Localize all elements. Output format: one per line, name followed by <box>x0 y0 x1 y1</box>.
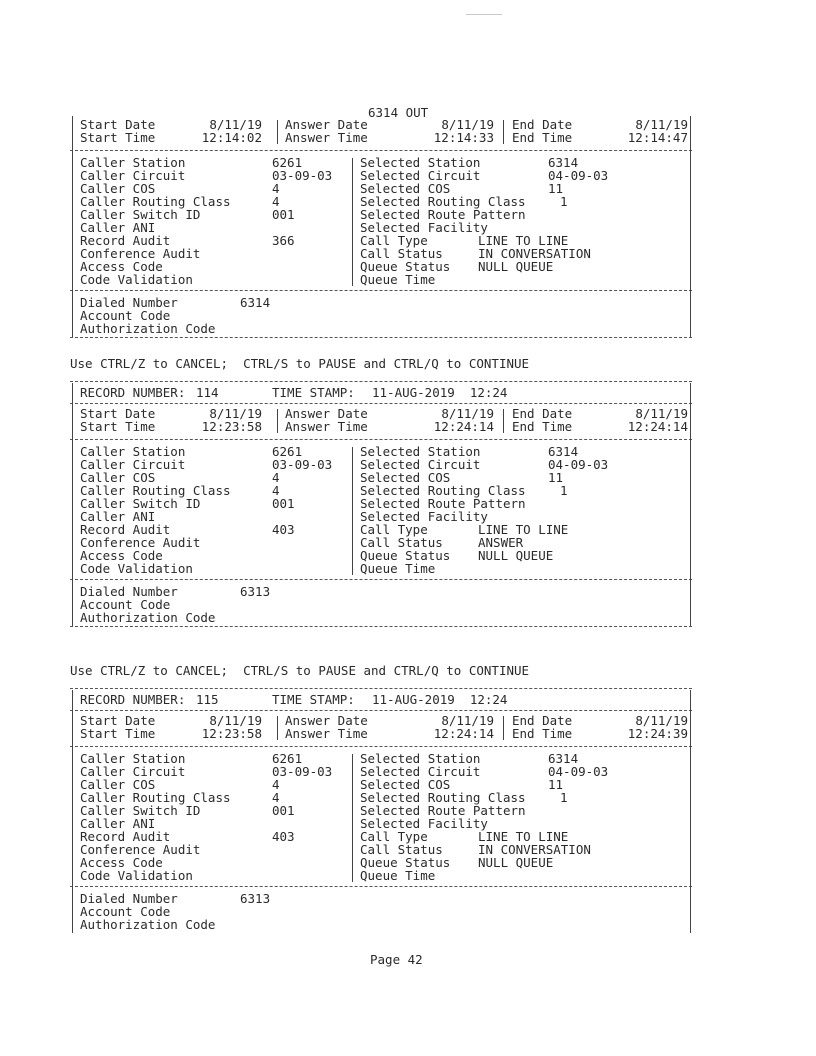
conference-audit-label: Conference Audit <box>80 535 201 550</box>
selected-circuit-label: Selected Circuit <box>360 764 481 779</box>
divider <box>70 381 692 382</box>
answer-time-label: Answer Time <box>285 419 368 434</box>
divider <box>70 150 692 151</box>
dialed-number-value: 6313 <box>240 891 271 906</box>
end-time-value: 12:24:14 <box>627 419 688 434</box>
selected-station-label: Selected Station <box>360 444 481 459</box>
queue-time-label: Queue Time <box>360 561 436 576</box>
right-border <box>690 383 691 626</box>
queue-time-label: Queue Time <box>360 272 436 287</box>
code-validation-label: Code Validation <box>80 561 193 576</box>
caller-cos-value: 4 <box>272 470 280 485</box>
code-validation-label: Code Validation <box>80 272 193 287</box>
end-time-label: End Time <box>512 726 573 741</box>
answer-time-label: Answer Time <box>285 130 368 145</box>
selected-routing-class-label: Selected Routing Class <box>360 483 526 498</box>
column-separator <box>352 158 353 286</box>
divider <box>70 886 692 887</box>
selected-route-pattern-label: Selected Route Pattern <box>360 496 526 511</box>
access-code-label: Access Code <box>80 855 163 870</box>
divider <box>70 746 692 747</box>
queue-status-value: NULL QUEUE <box>478 548 554 563</box>
call-status-value: ANSWER <box>478 535 524 550</box>
record-direction-title: 6314 OUT <box>368 105 429 120</box>
caller-station-value: 6261 <box>272 155 303 170</box>
start-date-label: Start Date <box>80 117 156 132</box>
end-time-value: 12:24:39 <box>627 726 688 741</box>
answer-date-label: Answer Date <box>285 117 368 132</box>
caller-circuit-label: Caller Circuit <box>80 457 186 472</box>
account-code-label: Account Code <box>80 308 171 323</box>
record-audit-label: Record Audit <box>80 829 171 844</box>
column-separator <box>277 409 278 433</box>
access-code-label: Access Code <box>80 259 163 274</box>
account-code-label: Account Code <box>80 597 171 612</box>
end-date-value: 8/11/19 <box>635 713 688 728</box>
selected-circuit-label: Selected Circuit <box>360 168 481 183</box>
column-separator <box>277 120 278 144</box>
caller-ani-label: Caller ANI <box>80 509 156 524</box>
caller-routing-class-label: Caller Routing Class <box>80 483 231 498</box>
call-status-label: Call Status <box>360 535 443 550</box>
call-type-label: Call Type <box>360 233 428 248</box>
dialed-number-value: 6313 <box>240 584 271 599</box>
divider <box>70 626 692 627</box>
record-number-value: 115 <box>196 692 219 707</box>
caller-switch-id-label: Caller Switch ID <box>80 496 201 511</box>
selected-circuit-value: 04-09-03 <box>548 764 609 779</box>
record-audit-value: 403 <box>272 522 295 537</box>
selected-station-value: 6314 <box>548 155 579 170</box>
queue-status-label: Queue Status <box>360 855 451 870</box>
caller-cos-value: 4 <box>272 181 280 196</box>
selected-cos-label: Selected COS <box>360 777 451 792</box>
dialed-number-label: Dialed Number <box>80 295 178 310</box>
start-time-value: 12:23:58 <box>201 726 262 741</box>
selected-cos-value: 11 <box>548 470 564 485</box>
end-date-label: End Date <box>512 117 573 132</box>
start-time-label: Start Time <box>80 726 156 741</box>
scan-artifact <box>466 14 502 15</box>
call-type-value: LINE TO LINE <box>478 522 569 537</box>
caller-routing-class-value: 4 <box>272 790 280 805</box>
instruction-line: Use CTRL/Z to CANCEL; CTRL/S to PAUSE and CTRL/Q to CONTINUE <box>70 663 530 678</box>
caller-station-label: Caller Station <box>80 155 186 170</box>
call-type-value: LINE TO LINE <box>478 829 569 844</box>
answer-date-label: Answer Date <box>285 713 368 728</box>
answer-time-value: 12:14:33 <box>433 130 494 145</box>
selected-cos-value: 11 <box>548 181 564 196</box>
left-border <box>72 690 73 933</box>
end-time-label: End Time <box>512 130 573 145</box>
answer-date-value: 8/11/19 <box>441 117 494 132</box>
caller-cos-label: Caller COS <box>80 181 156 196</box>
call-status-value: IN CONVERSATION <box>478 246 591 261</box>
time-stamp-label: TIME STAMP: <box>272 385 355 400</box>
call-status-label: Call Status <box>360 842 443 857</box>
record-audit-label: Record Audit <box>80 233 171 248</box>
selected-circuit-value: 04-09-03 <box>548 168 609 183</box>
divider <box>70 579 692 580</box>
selected-station-value: 6314 <box>548 444 579 459</box>
column-separator <box>503 409 504 433</box>
start-time-value: 12:23:58 <box>201 419 262 434</box>
record-number-label: RECORD NUMBER: <box>80 692 186 707</box>
selected-route-pattern-label: Selected Route Pattern <box>360 803 526 818</box>
call-type-value: LINE TO LINE <box>478 233 569 248</box>
selected-routing-class-label: Selected Routing Class <box>360 790 526 805</box>
start-date-label: Start Date <box>80 406 156 421</box>
queue-status-label: Queue Status <box>360 259 451 274</box>
caller-cos-label: Caller COS <box>80 777 156 792</box>
start-date-value: 8/11/19 <box>209 117 262 132</box>
start-date-value: 8/11/19 <box>209 406 262 421</box>
selected-station-value: 6314 <box>548 751 579 766</box>
access-code-label: Access Code <box>80 548 163 563</box>
caller-station-label: Caller Station <box>80 751 186 766</box>
end-date-label: End Date <box>512 713 573 728</box>
answer-time-value: 12:24:14 <box>433 419 494 434</box>
divider <box>70 290 692 291</box>
column-separator <box>352 754 353 882</box>
caller-routing-class-value: 4 <box>272 194 280 209</box>
dialed-number-value: 6314 <box>240 295 271 310</box>
end-date-value: 8/11/19 <box>635 406 688 421</box>
queue-status-value: NULL QUEUE <box>478 855 554 870</box>
answer-date-label: Answer Date <box>285 406 368 421</box>
selected-circuit-value: 04-09-03 <box>548 457 609 472</box>
caller-routing-class-label: Caller Routing Class <box>80 194 231 209</box>
caller-ani-label: Caller ANI <box>80 220 156 235</box>
call-type-label: Call Type <box>360 829 428 844</box>
conference-audit-label: Conference Audit <box>80 246 201 261</box>
answer-date-value: 8/11/19 <box>441 713 494 728</box>
selected-station-label: Selected Station <box>360 751 481 766</box>
selected-cos-value: 11 <box>548 777 564 792</box>
time-stamp-value: 11-AUG-2019 12:24 <box>372 385 508 400</box>
caller-circuit-value: 03-09-03 <box>272 764 333 779</box>
end-time-value: 12:14:47 <box>627 130 688 145</box>
answer-time-value: 12:24:14 <box>433 726 494 741</box>
caller-routing-class-label: Caller Routing Class <box>80 790 231 805</box>
caller-switch-id-value: 001 <box>272 496 295 511</box>
selected-routing-class-label: Selected Routing Class <box>360 194 526 209</box>
call-status-value: IN CONVERSATION <box>478 842 591 857</box>
caller-cos-value: 4 <box>272 777 280 792</box>
column-separator <box>352 447 353 575</box>
record-audit-value: 403 <box>272 829 295 844</box>
start-time-label: Start Time <box>80 419 156 434</box>
left-border <box>72 383 73 626</box>
instruction-line: Use CTRL/Z to CANCEL; CTRL/S to PAUSE and CTRL/Q to CONTINUE <box>70 356 530 371</box>
selected-routing-class-value: 1 <box>560 790 568 805</box>
selected-cos-label: Selected COS <box>360 181 451 196</box>
divider <box>70 688 692 689</box>
end-date-value: 8/11/19 <box>635 117 688 132</box>
page-number: Page 42 <box>370 952 423 967</box>
answer-date-value: 8/11/19 <box>441 406 494 421</box>
selected-facility-label: Selected Facility <box>360 509 488 524</box>
time-stamp-label: TIME STAMP: <box>272 692 355 707</box>
call-type-label: Call Type <box>360 522 428 537</box>
start-date-label: Start Date <box>80 713 156 728</box>
caller-circuit-label: Caller Circuit <box>80 168 186 183</box>
record-number-value: 114 <box>196 385 219 400</box>
caller-cos-label: Caller COS <box>80 470 156 485</box>
answer-time-label: Answer Time <box>285 726 368 741</box>
queue-time-label: Queue Time <box>360 868 436 883</box>
record-number-label: RECORD NUMBER: <box>80 385 186 400</box>
selected-station-label: Selected Station <box>360 155 481 170</box>
caller-circuit-value: 03-09-03 <box>272 168 333 183</box>
start-time-value: 12:14:02 <box>201 130 262 145</box>
end-date-label: End Date <box>512 406 573 421</box>
record-audit-value: 366 <box>272 233 295 248</box>
selected-facility-label: Selected Facility <box>360 816 488 831</box>
selected-circuit-label: Selected Circuit <box>360 457 481 472</box>
caller-switch-id-label: Caller Switch ID <box>80 207 201 222</box>
caller-switch-id-label: Caller Switch ID <box>80 803 201 818</box>
code-validation-label: Code Validation <box>80 868 193 883</box>
authorization-code-label: Authorization Code <box>80 321 216 336</box>
selected-routing-class-value: 1 <box>560 483 568 498</box>
caller-routing-class-value: 4 <box>272 483 280 498</box>
authorization-code-label: Authorization Code <box>80 610 216 625</box>
start-time-label: Start Time <box>80 130 156 145</box>
caller-station-label: Caller Station <box>80 444 186 459</box>
time-stamp-value: 11-AUG-2019 12:24 <box>372 692 508 707</box>
account-code-label: Account Code <box>80 904 171 919</box>
column-separator <box>277 716 278 740</box>
caller-switch-id-value: 001 <box>272 803 295 818</box>
record-audit-label: Record Audit <box>80 522 171 537</box>
right-border <box>690 690 691 933</box>
end-time-label: End Time <box>512 419 573 434</box>
caller-ani-label: Caller ANI <box>80 816 156 831</box>
column-separator <box>503 120 504 144</box>
divider <box>70 439 692 440</box>
caller-circuit-label: Caller Circuit <box>80 764 186 779</box>
left-border <box>72 116 73 337</box>
column-separator <box>503 716 504 740</box>
selected-cos-label: Selected COS <box>360 470 451 485</box>
authorization-code-label: Authorization Code <box>80 917 216 932</box>
start-date-value: 8/11/19 <box>209 713 262 728</box>
selected-route-pattern-label: Selected Route Pattern <box>360 207 526 222</box>
conference-audit-label: Conference Audit <box>80 842 201 857</box>
caller-switch-id-value: 001 <box>272 207 295 222</box>
dialed-number-label: Dialed Number <box>80 584 178 599</box>
dialed-number-label: Dialed Number <box>80 891 178 906</box>
call-status-label: Call Status <box>360 246 443 261</box>
caller-circuit-value: 03-09-03 <box>272 457 333 472</box>
divider <box>70 710 692 711</box>
divider <box>70 403 692 404</box>
caller-station-value: 6261 <box>272 751 303 766</box>
queue-status-value: NULL QUEUE <box>478 259 554 274</box>
queue-status-label: Queue Status <box>360 548 451 563</box>
selected-facility-label: Selected Facility <box>360 220 488 235</box>
divider <box>70 337 692 338</box>
selected-routing-class-value: 1 <box>560 194 568 209</box>
right-border <box>690 116 691 337</box>
caller-station-value: 6261 <box>272 444 303 459</box>
